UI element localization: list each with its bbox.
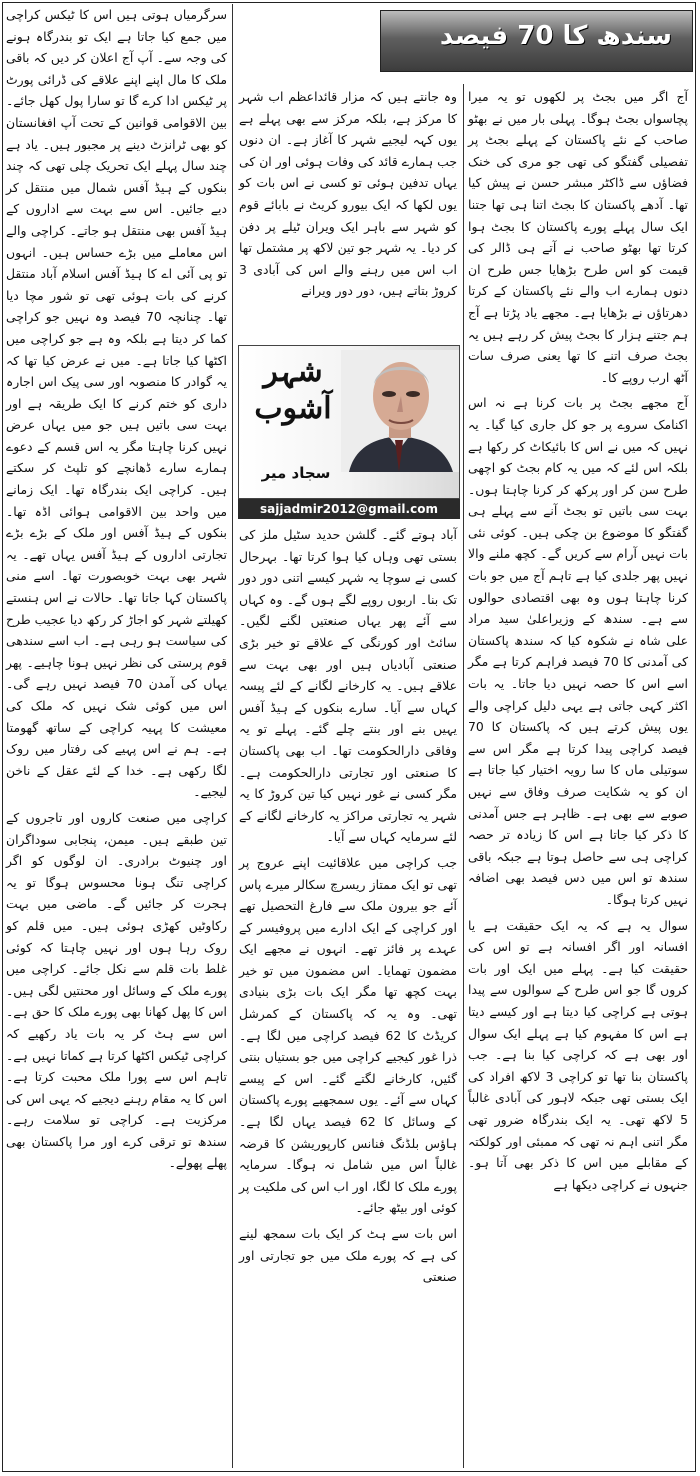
column-divider-left (232, 4, 233, 1468)
author-name: سجاد میر (261, 464, 331, 482)
article-title: سندھ کا 70 فیصد (439, 21, 672, 51)
paragraph: سرگرمیاں ہوتی ہیں اس کا ٹیکس کراچی میں جمع کیا جاتا ہے ایک تو بندرگاہ ہونے کی وجہ سے۔ آپ آج اعلان کر دیں کہ باقی ملک کا مال اپنے اپنے علاقے کی ڈرائی پورٹ پر ٹیکس ادا کرے گا تو سارا پول کھل جائے۔ بین الاقوامی قوانین کے تحت آپ افغانستان کو بھی ٹرانزٹ دینے پر مجبور ہیں۔ یاد ہے چند سال پہلے ایک تحریک چلی تھی کہ چند بنکوں کے ہیڈ آفس شمال میں منتقل کر دیے جائیں۔ اس سے بہت سے اداروں کے ہیڈ آفس بھی منتقل ہو جاتے۔ کراچی والے اس معاملے میں بڑے حساس ہیں۔ انہوں تو پی آئی اے کا ہیڈ آفس اسلام آباد منتقل کرنے کی بات ہوئی تھی تو شور مچا دیا تھا۔ چنانچہ 70 فیصد وہ نہیں جو کراچی کما کر دیتا ہے بلکہ وہ ہے جو کراچی میں اکٹھا کیا جاتا ہے۔ میں نے عرض کیا تھا کہ یہ گوادر کا منصوبہ اور سی پیک اس اجارہ داری کو ختم کرنے کا ایک طریقہ ہے اور بہت سی باتیں ہیں جو میں یہاں عرض نہیں کرنا چاہتا مگر یہ اس قسم کے دعوے ہمارے سارے ڈھانچے کو تلپٹ کر سکتے ہیں۔ کراچی ایک بندرگاہ تھا۔ ایک زمانے میں واحد بین الاقوامی ہوائی اڈہ تھا۔ بنکوں کے ہیڈ آفس اور ملک کے بڑے بڑے تجارتی اداروں کے ہیڈ آفس یہاں تھے۔ یہ شہر بھی بہت خوبصورت تھا۔ اسے منی پاکستان کہا جاتا تھا۔ حالات نے اس ہنستے کھیلتے شہر کو اجاڑ کر رکھ دیا عجیب طرح کی سیاست ہو رہی ہے۔ اب اسے سندھی قوم پرستی کی نظر نہیں ہونا چاہیے۔ پھر یہاں کی آمدن 70 فیصد نہیں رہے گی۔ اس میں کوئی شک نہیں کہ ملک کی معیشت کا پہیہ کراچی کے ساتھ گھومتا ہے۔ ہم نے اس پہیے کی رفتار میں روک لگا رکھی ہے۔ خدا کے لئے عقل کے ناخن لیجیے۔ (6, 7, 227, 800)
paragraph: وہ جانتے ہیں کہ مزار قائداعظم اب شہر کا مرکز ہے، بلکہ مرکز سے بھی پہلے ہے یوں کہہ لیجیے شہر کا آغاز ہے۔ ان دنوں جب ہمارے قائد کی وفات ہوئی اور ان کی یہاں تدفین ہوئی تو کسی نے اس بات کو یوں لکھا کہ ایک بیورو کریٹ نے بابائے قوم کو شہر سے باہر ایک ویران ٹیلے پر دفن کر دیا۔ یہ شہر جو تین لاکھ پر مشتمل تھا اب اس میں رہنے والے اس کی آبادی 3 کروڑ بتاتے ہیں، دور دور ویرانے (239, 89, 457, 299)
paragraph: کراچی میں صنعت کاروں اور تاجروں کے تین طبقے ہیں۔ میمن، پنجابی سوداگران اور چنیوٹ برادری۔ ان لوگوں کو اگر کراچی تنگ ہونا محسوس ہوگا تو یہ ہجرت کر جائیں گے۔ ماضی میں بہت رکاوٹیں کھڑی ہوئی ہیں۔ میں قلم کو روک رہا ہوں اور نہیں چاہتا کہ کوئی غلط بات قلم سے نکل جائے۔ کراچی میں پورے ملک کے وسائل اور محنتیں لگی ہیں۔ اس کا پھل کھانا بھی پورے ملک کا حق ہے۔ اس سے ہٹ کر یہ بات یاد رکھیے کہ کراچی ٹیکس اکٹھا کرتا ہے کماتا نہیں ہے۔ تاہم اس سے پورا ملک محبت کرتا ہے۔ اس کا یہ مقام رہنے دیجیے کہ یہی اس کی مرکزیت ہے۔ کراچی تو سلامت رہے۔ سندھ تو ترقی کرے اور مرا پاکستان بھی پھلے پھولے۔ (6, 809, 227, 1171)
paragraph: جب کراچی میں علاقائیت اپنے عروج پر تھی تو ایک ممتاز ریسرچ سکالر میرے پاس آئے جو بیرون ملک سے فارغ التحصیل تھے اور کراچی کے ایک ادارے میں پروفیسر کے عہدے پر فائز تھے۔ انہوں نے مجھے ایک مضمون تھمایا۔ اس مضمون میں تو خیر بہت کچھ تھا مگر ایک بات بڑی بنیادی تھی۔ وہ یہ کہ پاکستان کے کمرشل کریڈٹ کا 62 فیصد کراچی میں لگا ہے۔ ذرا غور کیجیے کراچی میں جو بستیاں بنتی گئیں، کارخانے لگتے گئے۔ اس کے پیسے کہاں سے آئے۔ یوں سمجھیے پورے پاکستان کے وسائل کا 62 فیصد یہاں لگا ہے۔ ہاؤس بلڈنگ فنانس کارپوریشن کا قرضہ غالباً اس میں شامل نہ ہوگا۔ سرمایہ پورے ملک کا لگا، اور اب اس کی ملکیت پر کوئی اور بیٹھ جائے۔ (239, 854, 457, 1216)
column-divider-right (463, 84, 464, 1468)
paragraph: آج مجھے بجٹ پر بات کرنا ہے نہ اس اکنامک سروے پر جو کل جاری کیا گیا۔ یہ نہیں کہ میں نے اس کا بائیکاٹ کر رکھا ہے بلکہ اس لئے کہ میں یہ کام بجٹ کو اچھی طرح سن کر اور پرکھ کر کرنا چاہتا ہوں۔ بہت سی باتیں تو بجٹ آنے سے پہلے ہی گفتگو کا موضوع بن چکی ہیں۔ کوئی نئی بات نہیں آرام سے کریں گے۔ کچھ ملنے والا نہیں پھر جلدی کیا ہے تاہم آج میں جو بات کرنا چاہتا ہوں وہ بھی اقتصادی حوالوں سے ہے۔ سندھ کے وزیراعلیٰ سید مراد علی شاہ نے شکوہ کیا کہ سندھ پاکستان کی آمدنی کا 70 فیصد فراہم کرتا ہے مگر اسے اس کا حصہ نہیں دیا جاتا۔ یہ بات اکثر کہی جاتی ہے یہی دلیل کراچی والے یوں پیش کرتے ہیں کہ پاکستان کا 70 فیصد کراچی پیدا کرتا ہے مگر اس سے سوتیلی ماں کا سا رویہ اختیار کیا جاتا ہے ان کو یہ شکایت صرف وفاق سے نہیں صوبے سے بھی ہے۔ ظاہر ہے جس آمدنی کا ذکر کیا جاتا ہے اس کا زیادہ تر حصہ کراچی ہی سے حاصل ہوتا ہے جبکہ باقی سندھ تو اس میں دس فیصد بھی اضافہ نہیں کرتا ہوگا۔ (468, 395, 689, 907)
columnist-logo (238, 345, 460, 499)
column-name-line2: آشوب (254, 391, 332, 426)
paragraph: آج اگر میں بجٹ پر لکھوں تو یہ میرا پچاسواں بجٹ ہوگا۔ پہلی بار میں نے بھٹو صاحب کے نئے پاکستان کے پہلے بجٹ پر تفصیلی گفتگو کی تھی جو مری کی خنک فضاؤں سے ڈاکٹر مبشر حسن نے پیش کیا تھا۔ آدھے پاکستان کا بجٹ اتنا ہی تھا جتنا ایک سال پہلے پورے پاکستان کا بجٹ ہوا کرتا تھا بھٹو صاحب نے آتے ہی ڈالر کی قیمت کو اس طرح بڑھایا جس طرح ان دنوں ہمارے اب والے نئے پاکستان کے کرتا دھرتاؤں نے بڑھایا ہے۔ مجھے یاد پڑتا ہے آج ہم جتنے ہزار کا بجٹ پیش کر رہے ہیں یہ بجٹ صرف اتنے کا تھا یعنی صرف سات آٹھ ارب روپے کا۔ (468, 89, 688, 385)
article-title-banner (380, 10, 693, 72)
column-left (4, 4, 230, 1468)
column-name-line1: شہر (263, 354, 323, 389)
paragraph: سوال یہ ہے کہ یہ ایک حقیقت ہے یا افسانہ اور اگر افسانہ ہے تو اس کی حقیقت کیا ہے۔ پہلے میں ایک اور بات کروں گا جو اس طرح کے سوالوں سے پیدا ہوتی ہے کراچی کیا دیتا ہے اور کیسے دیتا ہے اس کا مفہوم کیا ہے پہلے ایک سوال اور بھی ہے کہ کراچی کیا بنا ہے۔ جب پاکستان بنا تھا تو کراچی 3 لاکھ افراد کی ایک بستی تھی جبکہ لاہور کی آبادی غالباً 5 لاکھ تھی۔ یہ ایک بندرگاہ ضرور تھی مگر اتنی اہم نہ تھی کہ ممبئی اور کولکتہ کے مقابلے میں اس کا ذکر بھی آتا ہو۔ جنہوں نے کراچی دیکھا ہے (468, 917, 688, 1192)
column-middle-bottom (236, 524, 460, 1468)
column-right (466, 86, 692, 1468)
columnist-photo (341, 350, 459, 472)
column-name (245, 352, 341, 472)
author-email: sajjadmir2012@gmail.com (238, 499, 460, 519)
column-middle-top (236, 86, 460, 344)
paragraph: آباد ہوتے گئے۔ گلشن حدید سٹیل ملز کی بستی تھی وہاں کیا ہوا کرتا تھا۔ بہرحال کسی نے سوچا یہ شہر کیسے اتنی دور دور تک بنا۔ اربوں روپے لگے ہوں گے۔ وہ کہاں سے آئے پھر یہاں صنعتیں لگنے لگیں۔ سائٹ اور کورنگی کے علاقے تو خیر بڑی صنعتی آبادیاں ہیں اور بھی بہت سے علاقے ہیں۔ یہ کارخانے لگانے کے لئے پیسہ کہاں سے آیا۔ سارے بنکوں کے ہیڈ آفس یہیں بنے اور بنتے چلے گئے۔ پہلے تو یہ وفاقی دارالحکومت تھا۔ اب بھی پاکستان کا صنعتی اور تجارتی دارالحکومت ہے۔ مگر کسی نے غور نہیں کیا تین کروڑ کا یہ شہر یہ تجارتی مراکز یہ کارخانے لگانے کے لئے سرمایہ کہاں سے آیا۔ (239, 527, 457, 845)
paragraph: اس بات سے ہٹ کر ایک بات سمجھ لینے کی ہے کہ پورے ملک میں جو تجارتی اور صنعتی (239, 1226, 457, 1285)
